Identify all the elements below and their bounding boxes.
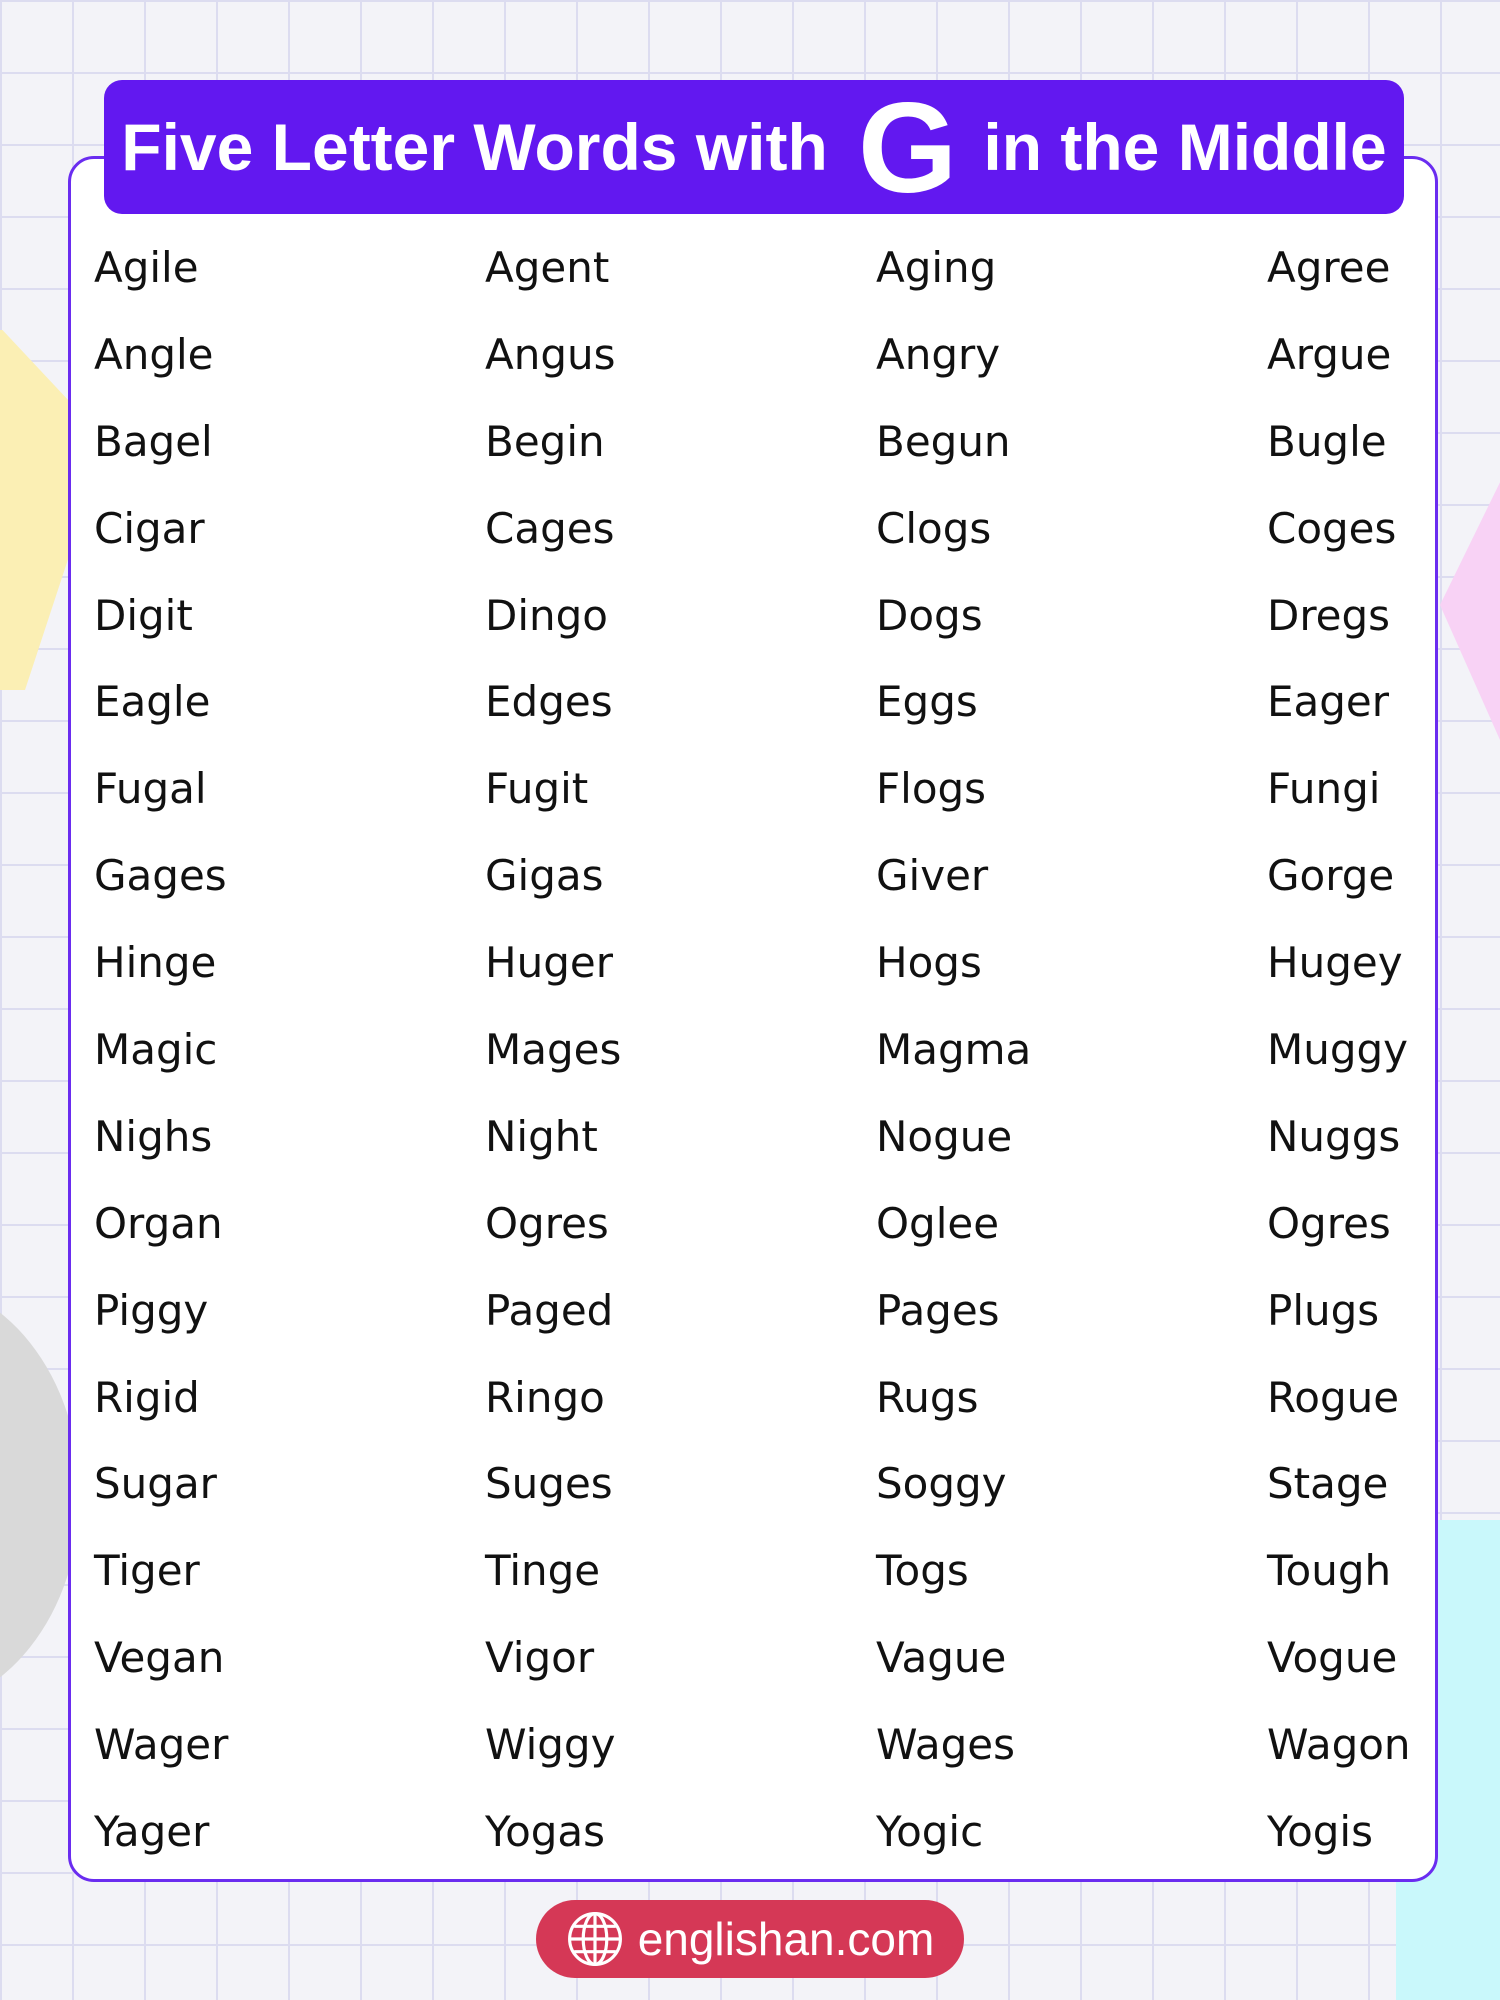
word-item: Cages — [485, 503, 615, 553]
word-item: Tough — [1267, 1546, 1392, 1596]
word-item: Flogs — [876, 764, 987, 814]
word-item: Eagle — [94, 677, 211, 727]
word-item: Coges — [1267, 503, 1397, 553]
word-item: Wager — [94, 1720, 229, 1770]
word-item: Hogs — [876, 938, 982, 988]
word-item: Gorge — [1267, 851, 1395, 901]
title-text-after: in the Middle — [983, 110, 1387, 184]
word-item: Nogue — [876, 1111, 1013, 1161]
word-item: Yager — [94, 1807, 210, 1857]
word-item: Plugs — [1267, 1285, 1380, 1335]
word-item: Soggy — [876, 1459, 1007, 1509]
word-item: Mages — [485, 1025, 622, 1075]
word-grid — [94, 232, 1440, 1883]
word-item: Hugey — [1267, 938, 1403, 988]
word-item: Bagel — [94, 416, 213, 466]
word-item: Magma — [876, 1025, 1032, 1075]
word-item: Vogue — [1267, 1633, 1398, 1683]
title-text-before: Five Letter Words with — [121, 110, 828, 184]
word-item: Organ — [94, 1198, 223, 1248]
word-item: Huger — [485, 938, 613, 988]
word-item: Nuggs — [1267, 1111, 1401, 1161]
word-item: Yogic — [876, 1807, 984, 1857]
word-item: Angus — [485, 329, 616, 379]
word-item: Togs — [876, 1546, 969, 1596]
word-item: Night — [485, 1111, 598, 1161]
word-item: Muggy — [1267, 1025, 1409, 1075]
word-item: Rigid — [94, 1372, 200, 1422]
word-item: Rogue — [1267, 1372, 1400, 1422]
word-item: Eager — [1267, 677, 1390, 727]
word-item: Dingo — [485, 590, 608, 640]
word-item: Gigas — [485, 851, 604, 901]
word-item: Yogas — [485, 1807, 606, 1857]
word-item: Bugle — [1267, 416, 1387, 466]
word-item: Pages — [876, 1285, 1000, 1335]
word-item: Agree — [1267, 243, 1391, 292]
word-item: Giver — [876, 851, 989, 901]
word-item: Vigor — [485, 1633, 595, 1683]
word-item: Dregs — [1267, 590, 1391, 640]
word-item: Clogs — [876, 503, 992, 553]
word-item: Begun — [876, 416, 1011, 466]
word-item: Ogres — [1267, 1198, 1391, 1248]
word-item: Edges — [485, 677, 613, 727]
word-item: Agent — [485, 243, 610, 292]
word-item: Paged — [485, 1285, 614, 1335]
word-item: Tiger — [94, 1546, 200, 1596]
title-highlight-letter: G — [857, 77, 958, 220]
word-item: Fungi — [1267, 764, 1381, 814]
word-item: Fugit — [485, 764, 589, 814]
word-item: Wages — [876, 1720, 1015, 1770]
word-item: Stage — [1267, 1459, 1389, 1509]
page-title — [104, 77, 1404, 220]
word-item: Sugar — [94, 1459, 217, 1509]
word-item: Ogres — [485, 1198, 609, 1248]
website-url[interactable]: englishan.com — [637, 1913, 935, 1965]
word-item: Begin — [485, 416, 605, 466]
word-item: Rugs — [876, 1372, 979, 1422]
word-item: Oglee — [876, 1198, 1000, 1248]
word-item: Suges — [485, 1459, 613, 1509]
word-item: Vague — [876, 1633, 1007, 1683]
word-item: Ringo — [485, 1372, 605, 1422]
word-item: Gages — [94, 851, 227, 901]
word-item: Hinge — [94, 938, 217, 988]
word-item: Piggy — [94, 1285, 209, 1335]
word-item: Argue — [1267, 329, 1392, 379]
word-item: Magic — [94, 1025, 218, 1075]
word-item: Wagon — [1267, 1720, 1411, 1770]
word-item: Eggs — [876, 677, 978, 727]
word-item: Vegan — [94, 1633, 225, 1683]
word-item: Digit — [94, 590, 193, 640]
word-item: Aging — [876, 243, 997, 292]
word-item: Nighs — [94, 1111, 213, 1161]
word-item: Agile — [94, 243, 199, 292]
word-item: Angle — [94, 329, 214, 379]
word-item: Fugal — [94, 764, 207, 814]
word-item: Wiggy — [485, 1720, 616, 1770]
word-item: Cigar — [94, 503, 205, 553]
word-item: Dogs — [876, 590, 983, 640]
decorative-yellow-shape — [0, 330, 70, 690]
word-item: Angry — [876, 329, 1001, 379]
word-item: Tinge — [485, 1546, 601, 1596]
globe-icon — [566, 1910, 624, 1968]
website-badge[interactable] — [536, 1900, 964, 1978]
word-item: Yogis — [1267, 1807, 1373, 1857]
